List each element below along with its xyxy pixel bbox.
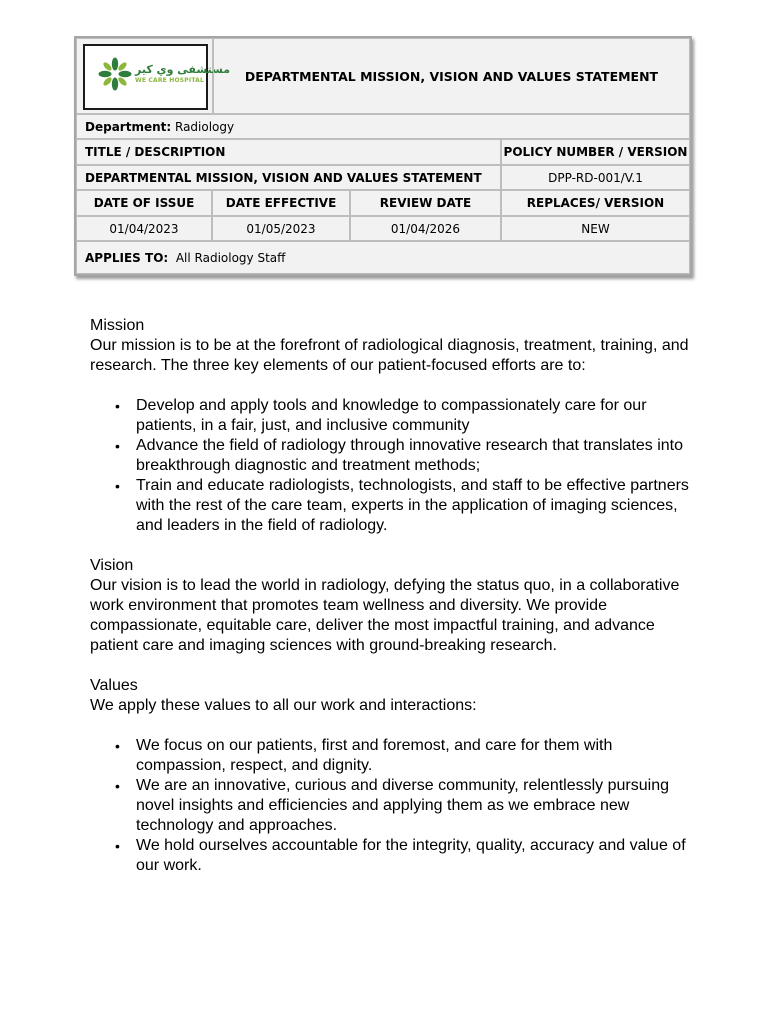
list-item: • Advance the field of radiology through innovative research that translates into breakthrough diagnostic and treatment methods; bbox=[136, 436, 690, 476]
logo-english-name: WE CARE HOSPITAL bbox=[135, 77, 205, 84]
policy-number-label: POLICY NUMBER / VERSION bbox=[501, 139, 690, 165]
vision-heading: Vision bbox=[90, 557, 134, 574]
hospital-logo bbox=[83, 44, 231, 110]
list-item: • Develop and apply tools and knowledge to compassionately care for our patients, in a fair, just, and inclusive community bbox=[136, 396, 690, 436]
logo-flower-icon bbox=[97, 56, 133, 92]
document-header bbox=[74, 36, 692, 276]
document-title: DEPARTMENTAL MISSION, VISION AND VALUES STATEMENT bbox=[213, 38, 690, 114]
department-label: Department: bbox=[85, 119, 172, 134]
applies-to-row bbox=[76, 241, 690, 274]
policy-number-value: DPP-RD-001/V.1 bbox=[501, 165, 690, 190]
department-value: Radiology bbox=[175, 119, 235, 134]
date-effective-value: 01/05/2023 bbox=[212, 216, 350, 241]
date-of-issue-value: 01/04/2023 bbox=[76, 216, 212, 241]
title-description-label: TITLE / DESCRIPTION bbox=[76, 139, 501, 165]
list-item: • Train and educate radiologists, technologists, and staff to be effective partners with the rest of the care team, experts in the application of imaging sciences, and leaders in the field of radiology. bbox=[136, 476, 690, 536]
document-body bbox=[90, 316, 690, 896]
review-date-label: REVIEW DATE bbox=[350, 190, 501, 216]
replaces-version-label: REPLACES/ VERSION bbox=[501, 190, 690, 216]
header-table bbox=[74, 36, 692, 276]
mission-text: Our mission is to be at the forefront of radiological diagnosis, treatment, training, and research. The three key elements of our patient-focused efforts are to: bbox=[90, 337, 689, 374]
values-list bbox=[90, 736, 690, 876]
values-text: We apply these values to all our work and interactions: bbox=[90, 697, 477, 714]
list-item: • We hold ourselves accountable for the integrity, quality, accuracy and value of our work. bbox=[136, 836, 690, 876]
mission-heading: Mission bbox=[90, 317, 145, 334]
applies-to-value: All Radiology Staff bbox=[175, 250, 286, 265]
values-heading: Values bbox=[90, 677, 138, 694]
replaces-version-value: NEW bbox=[501, 216, 690, 241]
logo-arabic-name: مستشفى وي كير bbox=[135, 63, 231, 76]
logo-cell bbox=[76, 38, 231, 114]
department-row bbox=[76, 114, 690, 139]
list-item: • We focus on our patients, first and foremost, and care for them with compassion, respect, and dignity. bbox=[136, 736, 690, 776]
vision-text: Our vision is to lead the world in radiology, defying the status quo, in a collaborative work environment that promotes team wellness and diversity. We provide compassionate, equitable care, deliver the most impactful training, and advance patient care and imaging sciences with ground-breaking research. bbox=[90, 577, 680, 654]
applies-to-label: APPLIES TO: bbox=[85, 250, 169, 265]
date-effective-label: DATE EFFECTIVE bbox=[212, 190, 350, 216]
date-of-issue-label: DATE OF ISSUE bbox=[76, 190, 212, 216]
list-item: • We are an innovative, curious and diverse community, relentlessly pursuing novel insights and efficiencies and applying them as we embrace new technology and approaches. bbox=[136, 776, 690, 836]
title-value: DEPARTMENTAL MISSION, VISION AND VALUES STATEMENT bbox=[76, 165, 501, 190]
review-date-value: 01/04/2026 bbox=[350, 216, 501, 241]
mission-list bbox=[90, 396, 690, 536]
